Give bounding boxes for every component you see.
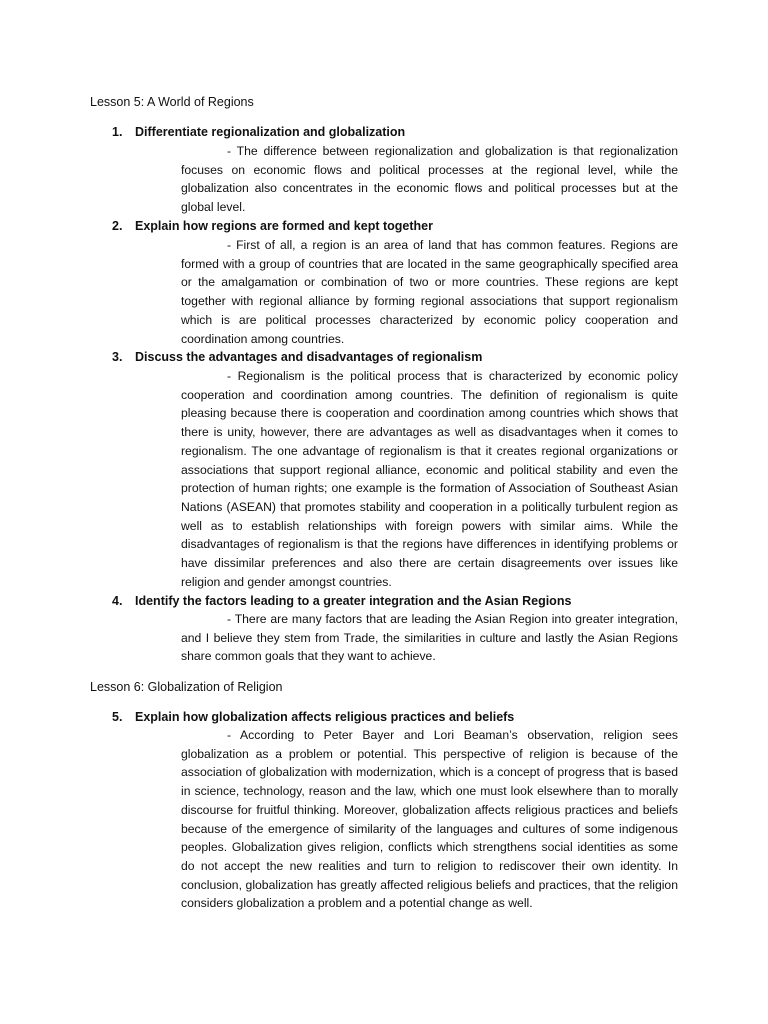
item-title: Identify the factors leading to a greater integration and the Asian Regions	[135, 594, 572, 608]
item-number: 2.	[112, 219, 123, 233]
item-title: Explain how regions are formed and kept together	[135, 219, 433, 233]
item-answer: - According to Peter Bayer and Lori Beaman’s observation, religion sees globalization as a problem or potential. This perspective of religion is because of the association of globalization with modernization, which is a concept of progress that is based in science, technology, reason and the law, which one must look elsewhere than to morally discourse for fruitful thinking. Moreover, globalization affects religious practices and beliefs because of the emergence of similarity of the languages and cultures of some indigenous peoples. Globalization gives religion, conflicts which strengthens social identities as some do not accept the new realities and turn to religion to rediscover their own identity. In conclusion, globalization has greatly affected religious beliefs and practices, that the religion considers globalization a problem and a potential change as well.	[181, 728, 678, 911]
item-answer: - There are many factors that are leading the Asian Region into greater integration, and I believe they stem from Trade, the similarities in culture and lastly the Asian Regions share common goals that they want to achieve.	[181, 612, 678, 664]
item-number: 5.	[112, 710, 123, 724]
item-answer: - First of all, a region is an area of land that has common features. Regions are formed with a group of countries that are located in the same geographically specified area or the amalgamation or combination of two or more countries. These regions are kept together with regional alliance by forming regional associations that support regionalism which is are political processes characterized by economic policy cooperation and coordination among countries.	[181, 238, 678, 346]
item-title: Differentiate regionalization and globalization	[135, 125, 406, 139]
item-answer: - The difference between regionalization and globalization is that regionalization focuses on economic flows and political processes at the regional level, while the globalization also concentrates in the economic flows and political processes but at the global level.	[181, 144, 678, 215]
item-number: 1.	[112, 125, 123, 139]
lesson-heading: Lesson 6: Globalization of Religion	[90, 680, 283, 694]
item-number: 3.	[112, 350, 123, 364]
item-title: Explain how globalization affects religious practices and beliefs	[135, 710, 515, 724]
item-answer: - Regionalism is the political process that is characterized by economic policy cooperation and coordination among countries. The definition of regionalism is quite pleasing because there is cooperation and coordination among countries which shows that there is unity, however, there are advantages as well as disadvantages when it comes to regionalism. The one advantage of regionalism is that it creates regional organizations or associations that support regional alliance, economic and political stability and even the protection of human rights; one example is the formation of Association of Southeast Asian Nations (ASEAN) that promotes stability and cooperation in a politically turbulent region as well as to establish relationships with foreign powers with similar aims. While the disadvantages of regionalism is that the regions have differences in identifying problems or have dissimilar preferences and also there are certain disagreements over issues like religion and gender amongst countries.	[181, 369, 678, 589]
item-title: Discuss the advantages and disadvantages of regionalism	[135, 350, 483, 364]
item-number: 4.	[112, 594, 123, 608]
lesson-heading: Lesson 5: A World of Regions	[90, 95, 254, 109]
